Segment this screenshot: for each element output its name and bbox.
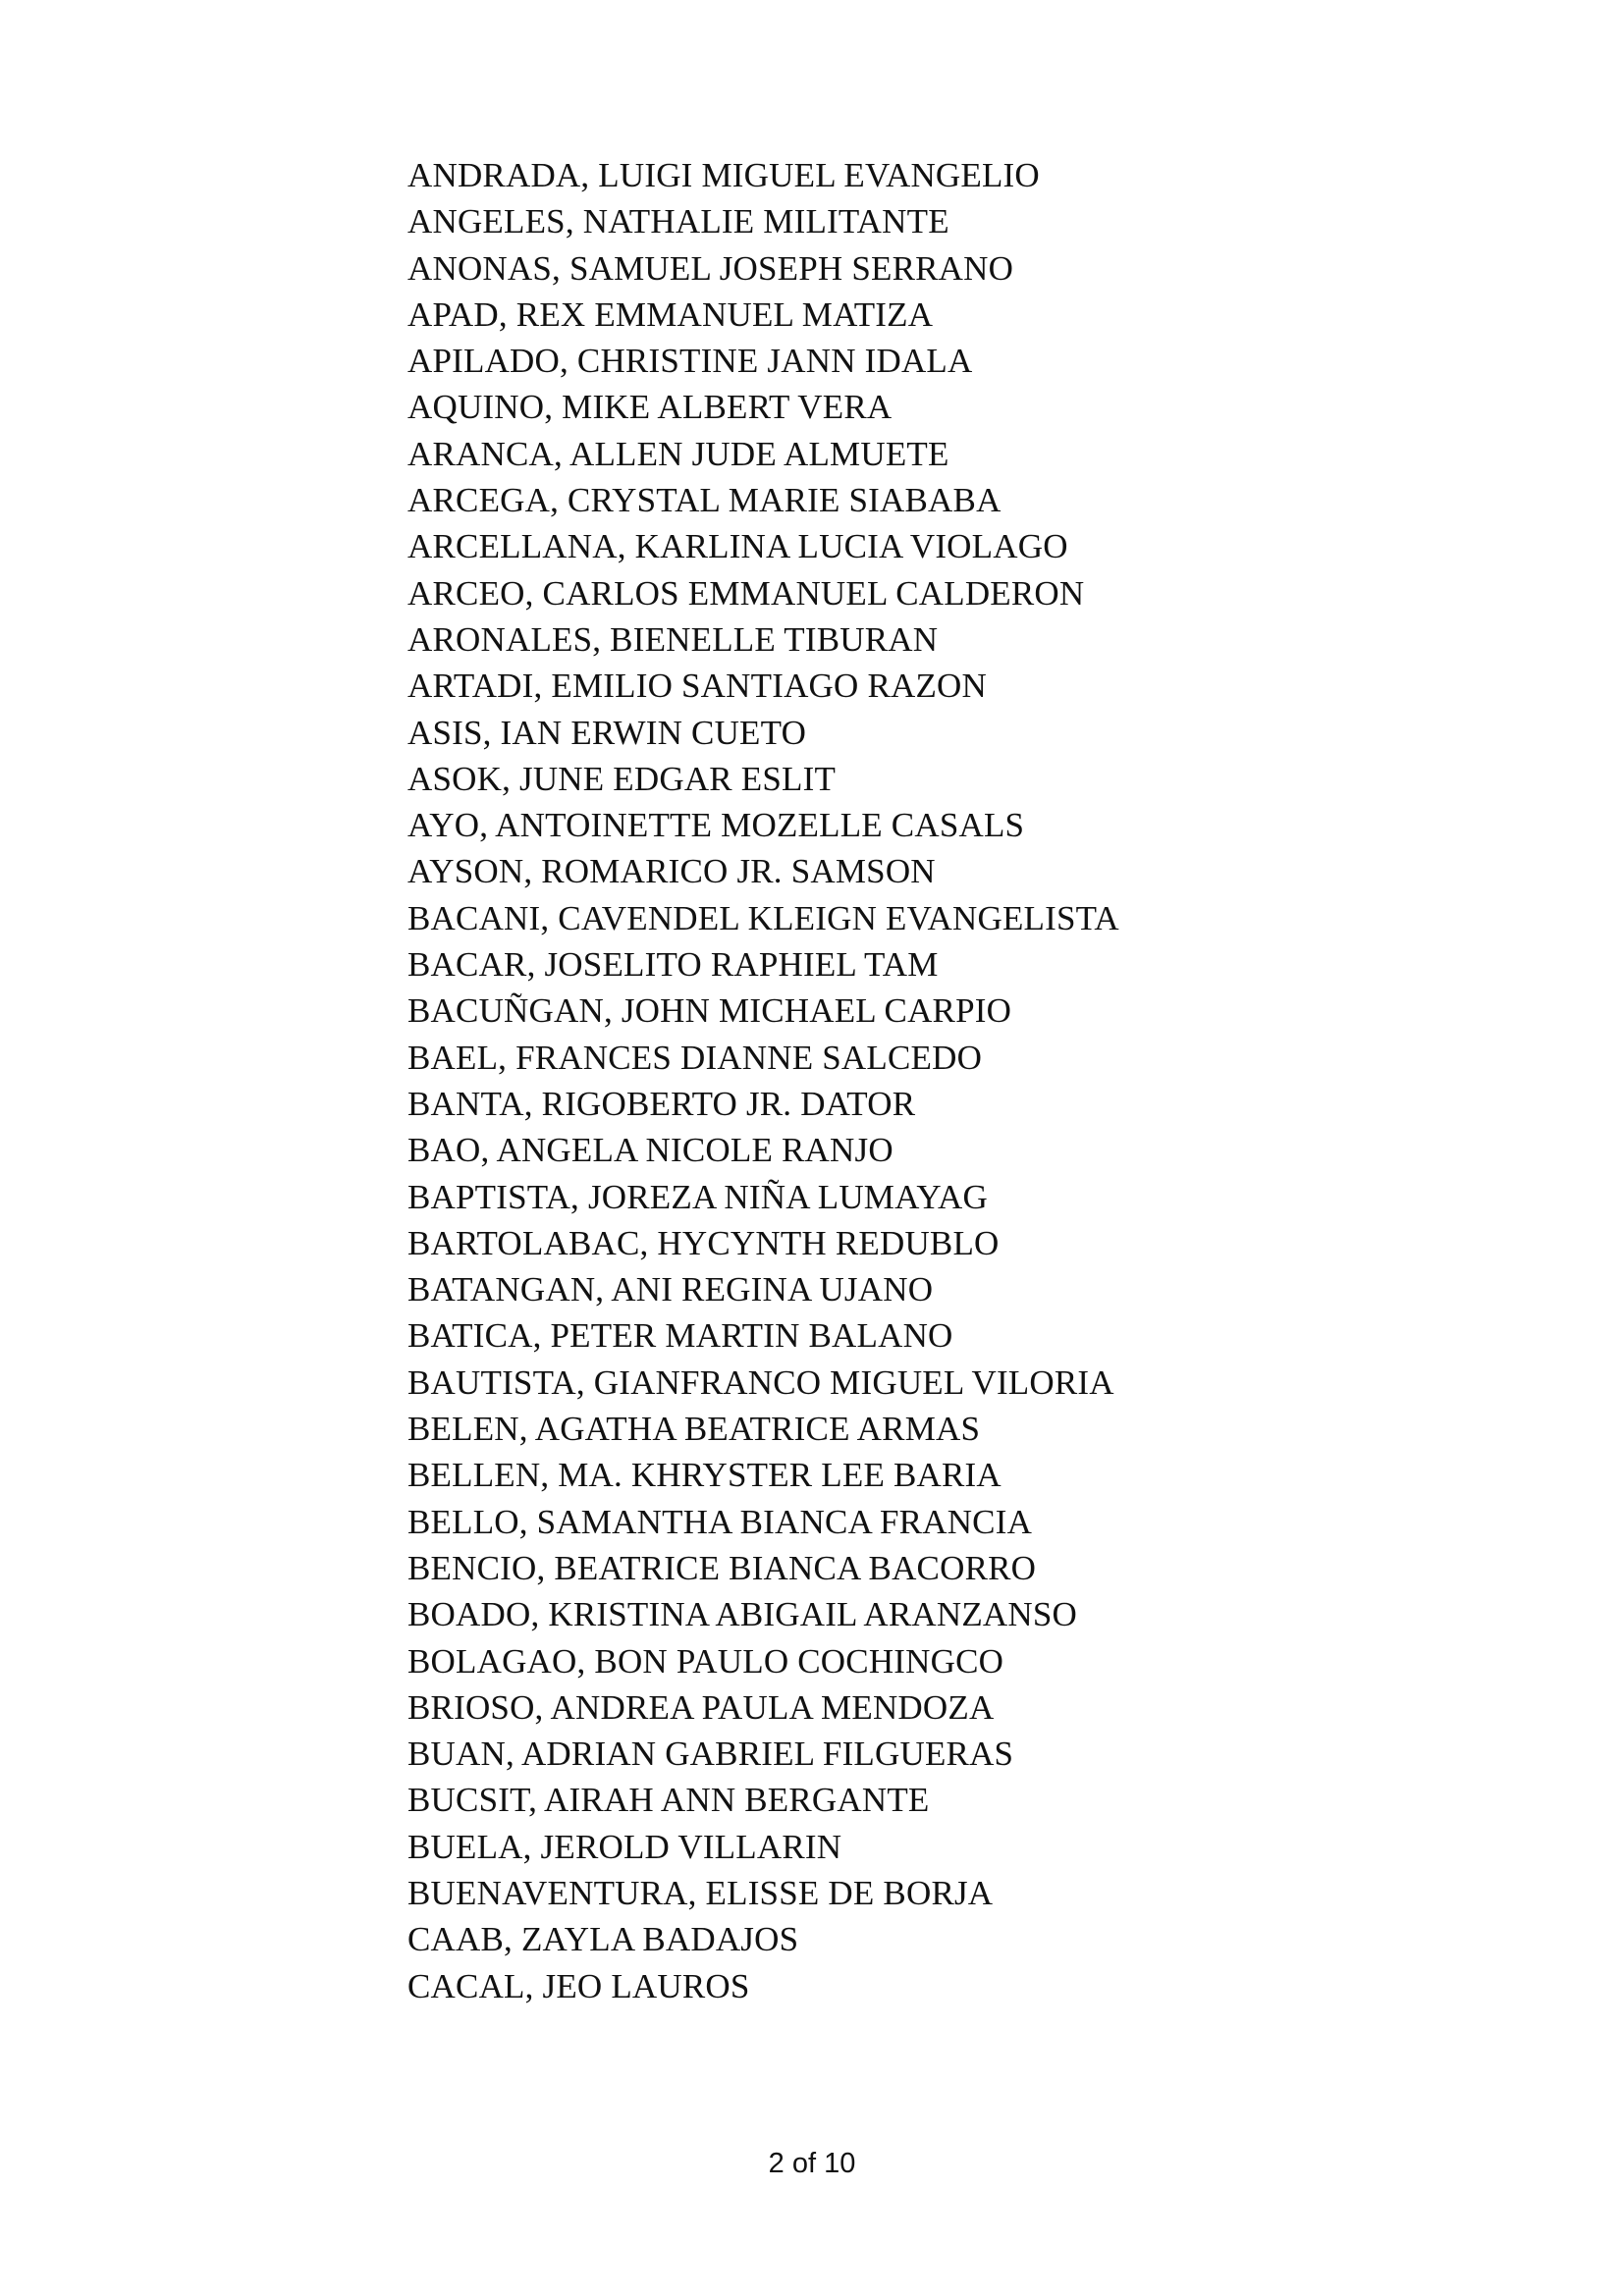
list-item: CACAL, JEO LAUROS [407, 1966, 750, 2005]
list-item: BAUTISTA, GIANFRANCO MIGUEL VILORIA [407, 1362, 1114, 1402]
list-item: BATICA, PETER MARTIN BALANO [407, 1316, 953, 1356]
list-item: BUAN, ADRIAN GABRIEL FILGUERAS [407, 1735, 1014, 1774]
list-item: BAPTISTA, JOREZA NIÑA LUMAYAG [407, 1177, 988, 1216]
list-item: ARCELLANA, KARLINA LUCIA VIOLAGO [407, 527, 1068, 566]
list-item: BACUÑGAN, JOHN MICHAEL CARPIO [407, 991, 1012, 1031]
list-item: BARTOLABAC, HYCYNTH REDUBLO [407, 1223, 1000, 1262]
list-item: BUCSIT, AIRAH ANN BERGANTE [407, 1781, 930, 1820]
list-item: ARTADI, EMILIO SANTIAGO RAZON [407, 667, 987, 706]
list-item: BRIOSO, ANDREA PAULA MENDOZA [407, 1687, 995, 1727]
list-item: ANONAS, SAMUEL JOSEPH SERRANO [407, 248, 1014, 288]
list-item: ANGELES, NATHALIE MILITANTE [407, 202, 949, 241]
list-item: CAAB, ZAYLA BADAJOS [407, 1920, 799, 1959]
list-item: BOLAGAO, BON PAULO COCHINGCO [407, 1641, 1004, 1681]
list-item: APAD, REX EMMANUEL MATIZA [407, 294, 934, 334]
list-item: ASOK, JUNE EDGAR ESLIT [407, 759, 837, 798]
list-item: AYO, ANTOINETTE MOZELLE CASALS [407, 806, 1025, 845]
list-item: BATANGAN, ANI REGINA UJANO [407, 1270, 934, 1309]
list-item: ASIS, IAN ERWIN CUETO [407, 713, 807, 752]
list-item: BELEN, AGATHA BEATRICE ARMAS [407, 1410, 981, 1449]
list-item: BENCIO, BEATRICE BIANCA BACORRO [407, 1548, 1037, 1587]
list-item: ANDRADA, LUIGI MIGUEL EVANGELIO [407, 156, 1040, 194]
list-item: ARANCA, ALLEN JUDE ALMUETE [407, 434, 949, 473]
list-item: BUELA, JEROLD VILLARIN [407, 1827, 842, 1866]
list-item: BACANI, CAVENDEL KLEIGN EVANGELISTA [407, 898, 1119, 937]
list-item: BOADO, KRISTINA ABIGAIL ARANZANSO [407, 1595, 1077, 1634]
list-item: BELLO, SAMANTHA BIANCA FRANCIA [407, 1502, 1033, 1541]
list-item: ARCEGA, CRYSTAL MARIE SIABABA [407, 481, 1001, 520]
list-item: BANTA, RIGOBERTO JR. DATOR [407, 1084, 916, 1123]
list-item: AYSON, ROMARICO JR. SAMSON [407, 852, 936, 891]
list-item: ARONALES, BIENELLE TIBURAN [407, 619, 939, 659]
list-item: APILADO, CHRISTINE JANN IDALA [407, 342, 973, 381]
list-item: ARCEO, CARLOS EMMANUEL CALDERON [407, 573, 1085, 613]
list-item: BACAR, JOSELITO RAPHIEL TAM [407, 945, 939, 985]
list-item: BUENAVENTURA, ELISSE DE BORJA [407, 1873, 994, 1912]
list-item: BELLEN, MA. KHRYSTER LEE BARIA [407, 1456, 1001, 1495]
list-item: BAEL, FRANCES DIANNE SALCEDO [407, 1038, 983, 1077]
list-item: BAO, ANGELA NICOLE RANJO [407, 1131, 893, 1170]
page-number: 2 of 10 [768, 2148, 856, 2179]
list-item: AQUINO, MIKE ALBERT VERA [407, 388, 893, 427]
name-list [407, 152, 1119, 2009]
